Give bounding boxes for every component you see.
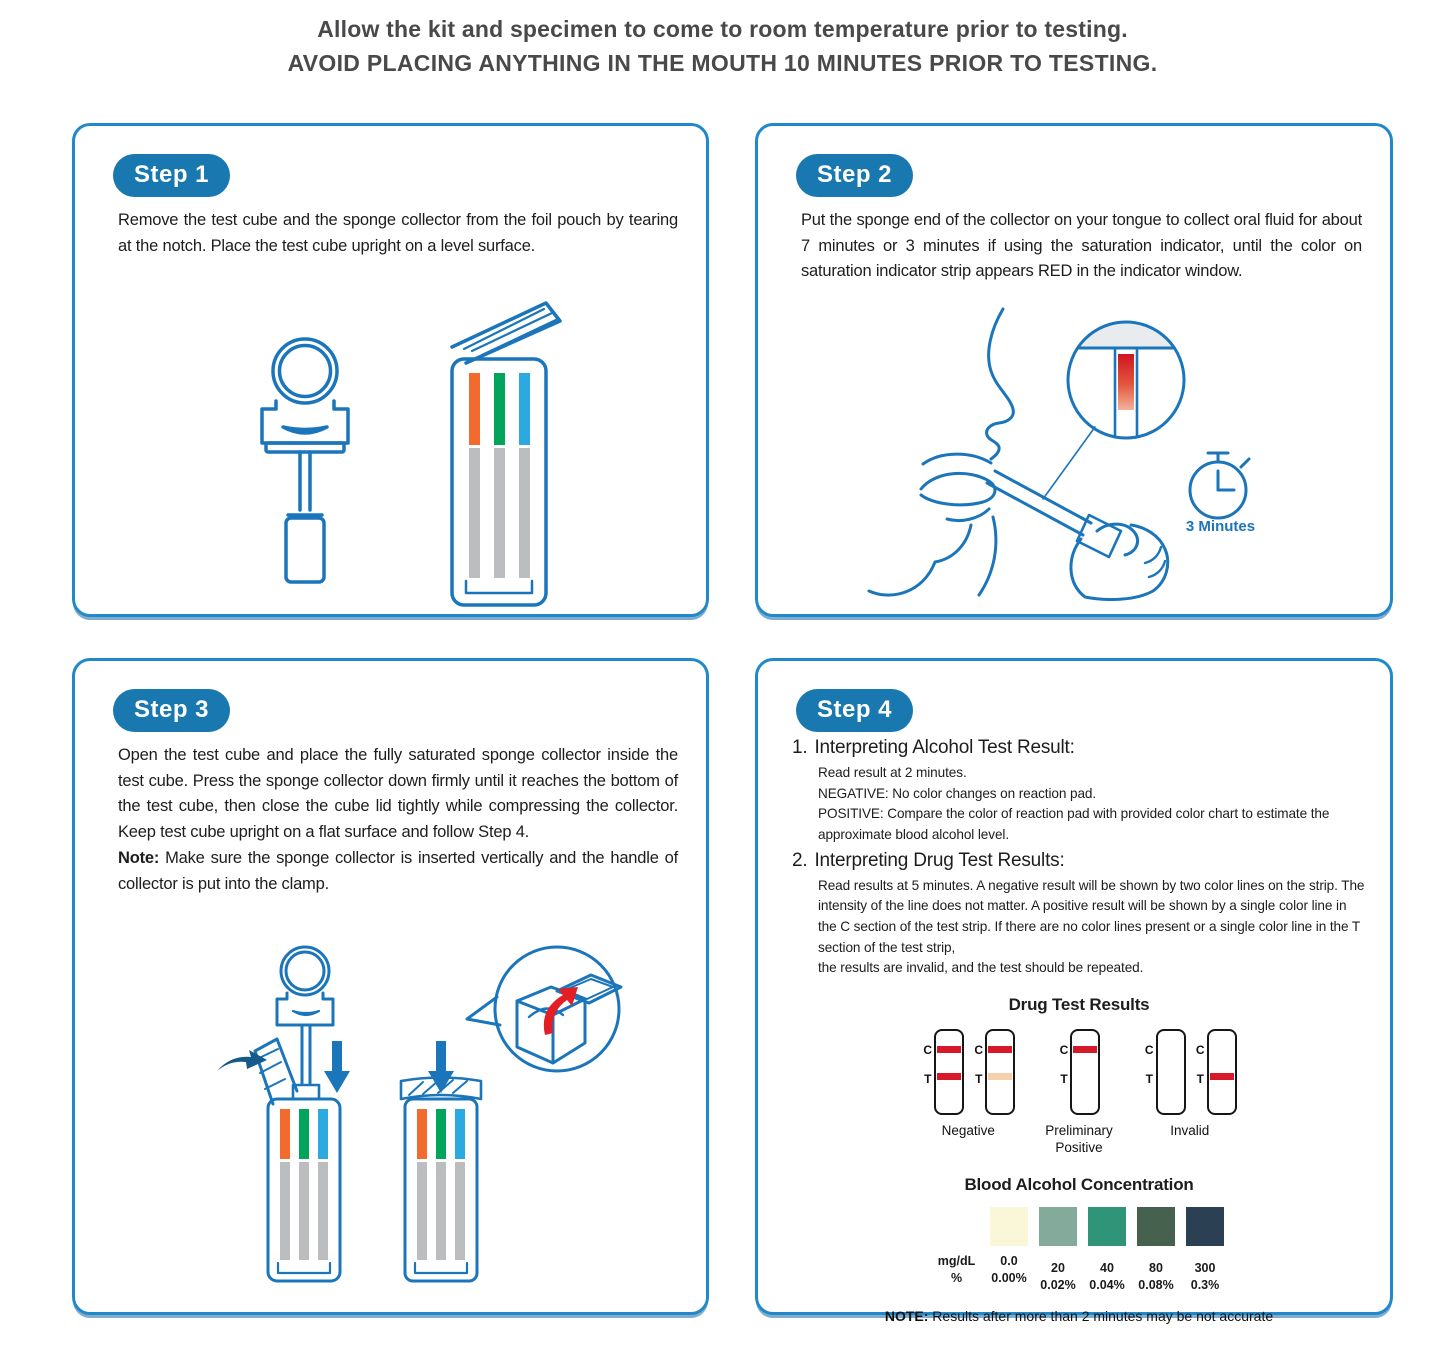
- collector-stick: [987, 471, 1091, 535]
- bac-color-swatch: [1137, 1207, 1175, 1246]
- step1-badge: Step 1: [113, 154, 230, 197]
- saturation-indicator-red: [1118, 354, 1134, 410]
- alcohol-heading-title: Interpreting Alcohol Test Result:: [814, 737, 1075, 758]
- drug-strip-group-invalid: [1143, 1029, 1237, 1140]
- bac-note: [792, 1308, 1366, 1324]
- drug-test-strip-1: [921, 1029, 964, 1115]
- bac-column-40: [1083, 1207, 1132, 1292]
- bac-color-chart: [792, 1207, 1366, 1292]
- control-line: [937, 1046, 961, 1053]
- sponge-head-outer: [273, 339, 337, 403]
- timer-icon: [1190, 453, 1249, 518]
- c-label: C: [923, 1042, 933, 1057]
- hand-finger1: [1145, 547, 1161, 563]
- step3-note-label: Note:: [118, 848, 160, 867]
- hand-finger2: [1149, 561, 1165, 577]
- bracket-slot: [283, 427, 327, 433]
- step2-box: [755, 123, 1393, 617]
- bac-unit-percent: %: [950, 1270, 963, 1285]
- step1-box: [72, 123, 709, 617]
- tongue: [921, 473, 995, 504]
- test-line: [1210, 1073, 1234, 1080]
- s3-stem: [302, 1025, 310, 1083]
- drug-invalid-line: the results are invalid, and the test should be repeated.: [818, 960, 1144, 976]
- step3-main-text: Open the test cube and place the fully saturated sponge collector inside the test cube. Press the sponge collector down firmly until it reaches the bottom of the test cube, then close the cube lid tightly while compressing the collector. Keep test cube upright on a flat surface and follow Step 4.: [118, 746, 678, 842]
- s3-left-cube-lip: [278, 1263, 330, 1273]
- control-line: [988, 1046, 1012, 1053]
- sponge-head-inner: [280, 346, 331, 397]
- step3-note-text: Make sure the sponge collector is inserted vertically and the handle of collector is put into the clamp.: [118, 848, 678, 893]
- magnifier-leader: [1043, 427, 1095, 499]
- c-label: C: [1195, 1042, 1205, 1057]
- drug-test-strip-4: [1143, 1029, 1186, 1115]
- alcohol-heading-number: 1.: [792, 737, 808, 758]
- bac-mgdl-value: 0.0: [1000, 1253, 1018, 1268]
- strip-gray-2: [494, 448, 505, 578]
- bac-percent-value: 0.02%: [1040, 1277, 1076, 1292]
- bracket-base: [266, 443, 344, 452]
- collector-handle: [286, 518, 324, 582]
- c-label: C: [974, 1042, 984, 1057]
- drug-strip-row: [792, 1029, 1366, 1157]
- alcohol-positive-line: POSITIVE: Compare the color of reaction pad with provided color chart to estimate the approximate blood alcohol level.: [818, 806, 1330, 842]
- s3-right-cube-lip: [415, 1263, 467, 1273]
- header-line-2: AVOID PLACING ANYTHING IN THE MOUTH 10 MINUTES PRIOR TO TESTING.: [287, 50, 1158, 76]
- step1-instructions: Remove the test cube and the sponge collector from the foil pouch by tearing at the notch. Place the test cube upright on a level surface.: [118, 211, 678, 255]
- bac-mgdl-value: 20: [1051, 1260, 1065, 1275]
- test-strip-window: [1156, 1029, 1186, 1115]
- step4-badge: Step 4: [796, 689, 913, 732]
- alcohol-result-heading: [792, 737, 1366, 759]
- magnifier-window: [1068, 322, 1184, 438]
- invalid-label: Invalid: [1170, 1122, 1210, 1138]
- bac-mgdl-value: 80: [1149, 1260, 1163, 1275]
- drug-test-results-section: [792, 995, 1366, 1157]
- bac-column-80: [1132, 1207, 1181, 1292]
- face-profile: [987, 309, 1014, 459]
- drug-heading-number: 2.: [792, 849, 808, 871]
- step3-badge: Step 3: [113, 689, 230, 732]
- bac-column-20: [1034, 1207, 1083, 1292]
- bac-percent-value: 0.3%: [1190, 1277, 1220, 1292]
- t-label: T: [1060, 1071, 1068, 1086]
- bac-unit-column: [929, 1207, 985, 1285]
- header-line-1: Allow the kit and specimen to come to room temperature prior to testing.: [317, 16, 1128, 42]
- bac-percent-value: 0.08%: [1138, 1277, 1174, 1292]
- drug-heading-title: Interpreting Drug Test Results:: [814, 849, 1065, 871]
- test-line: [937, 1073, 961, 1080]
- cube-lid-open: [452, 303, 560, 363]
- cube-bottom-lip: [466, 581, 532, 593]
- cube-lid-hatch: [464, 309, 558, 355]
- chin-jaw: [869, 525, 971, 595]
- strip-gray-1: [469, 448, 480, 578]
- bac-color-swatch: [1186, 1207, 1224, 1246]
- bac-unit-mgdl: mg/dL: [937, 1253, 976, 1268]
- drug-strip-group-preliminary: [1045, 1029, 1113, 1157]
- drug-result-heading: [792, 850, 1366, 872]
- c-label: C: [1144, 1042, 1154, 1057]
- bac-note-text: Results after more than 2 minutes may be not accurate: [928, 1307, 1274, 1324]
- bac-column-300: [1181, 1207, 1230, 1292]
- test-strip-window: [1207, 1029, 1237, 1115]
- negative-label: Negative: [941, 1122, 995, 1138]
- test-strip-window: [1070, 1029, 1100, 1115]
- strip-green: [494, 373, 505, 445]
- s3-bracket: [277, 993, 333, 1025]
- bac-note-label: NOTE:: [884, 1307, 929, 1324]
- t-label: T: [1196, 1071, 1204, 1086]
- t-label: T: [924, 1071, 932, 1086]
- test-strip-window: [985, 1029, 1015, 1115]
- step2-badge: Step 2: [796, 154, 913, 197]
- bac-title: Blood Alcohol Concentration: [964, 1174, 1194, 1194]
- strip-orange: [469, 373, 480, 445]
- bac-section: [792, 1175, 1366, 1292]
- step2-illustration: [853, 301, 1323, 601]
- chin-right: [979, 517, 996, 595]
- drug-test-strip-3: [1057, 1029, 1100, 1115]
- c-label: C: [1059, 1042, 1069, 1057]
- alcohol-negative-line: NEGATIVE: No color changes on reaction pad.: [818, 785, 1097, 801]
- drug-test-strip-5: [1194, 1029, 1237, 1115]
- alcohol-read-time: Read result at 2 minutes.: [818, 765, 967, 780]
- test-strip-window: [934, 1029, 964, 1115]
- bac-color-swatch: [1039, 1207, 1077, 1246]
- drug-read-paragraph: Read results at 5 minutes. A negative result will be shown by two color lines on the strip. The intensity of the line does not matter. A positive result will be shown by a single color line in the C section of the test strip. If there are no color lines present or a single color line in the T section of the test strip,: [818, 877, 1365, 955]
- down-arrow-1: [324, 1041, 350, 1093]
- drug-test-results-title: Drug Test Results: [1008, 994, 1150, 1014]
- lower-lip: [947, 509, 989, 521]
- step2-instructions: Put the sponge end of the collector on your tongue to collect oral fluid for about 7 minutes or 3 minutes if using the saturation indicator, until the color on saturation indicator strip appears RED in the indicator window.: [801, 211, 1362, 281]
- bac-color-swatch: [990, 1207, 1028, 1246]
- s3-sponge-outer: [281, 947, 329, 995]
- collector-stem: [300, 452, 310, 510]
- timer-duration-label: 3 Minutes: [1185, 518, 1256, 535]
- s3-bracket-slot: [293, 1011, 319, 1015]
- collector-bracket: [262, 401, 348, 443]
- step4-box: [755, 658, 1393, 1324]
- bac-percent-value: 0.04%: [1089, 1277, 1125, 1292]
- bac-mgdl-value: 40: [1100, 1260, 1114, 1275]
- test-line: [988, 1073, 1012, 1080]
- t-label: T: [1145, 1071, 1153, 1086]
- s3-sponge-inner: [286, 952, 324, 990]
- step1-illustration: [100, 291, 680, 611]
- step3-instructions: [118, 743, 678, 897]
- step4-content: [792, 737, 1366, 1324]
- preliminary-positive-label: Preliminary Positive: [1045, 1122, 1113, 1155]
- control-line: [1073, 1046, 1097, 1053]
- mouth-roof: [923, 454, 991, 464]
- strip-gray-3: [519, 448, 530, 578]
- bac-percent-value: 0.00%: [991, 1270, 1027, 1285]
- t-label: T: [975, 1071, 983, 1086]
- step3-illustration: [105, 939, 685, 1304]
- bac-color-swatch: [1088, 1207, 1126, 1246]
- drug-test-strip-2: [972, 1029, 1015, 1115]
- bac-column-0.0: [985, 1207, 1034, 1285]
- drug-strip-group-negative: [921, 1029, 1015, 1140]
- bac-mgdl-value: 300: [1194, 1260, 1216, 1275]
- step3-box: [72, 658, 709, 1315]
- strip-blue: [519, 373, 530, 445]
